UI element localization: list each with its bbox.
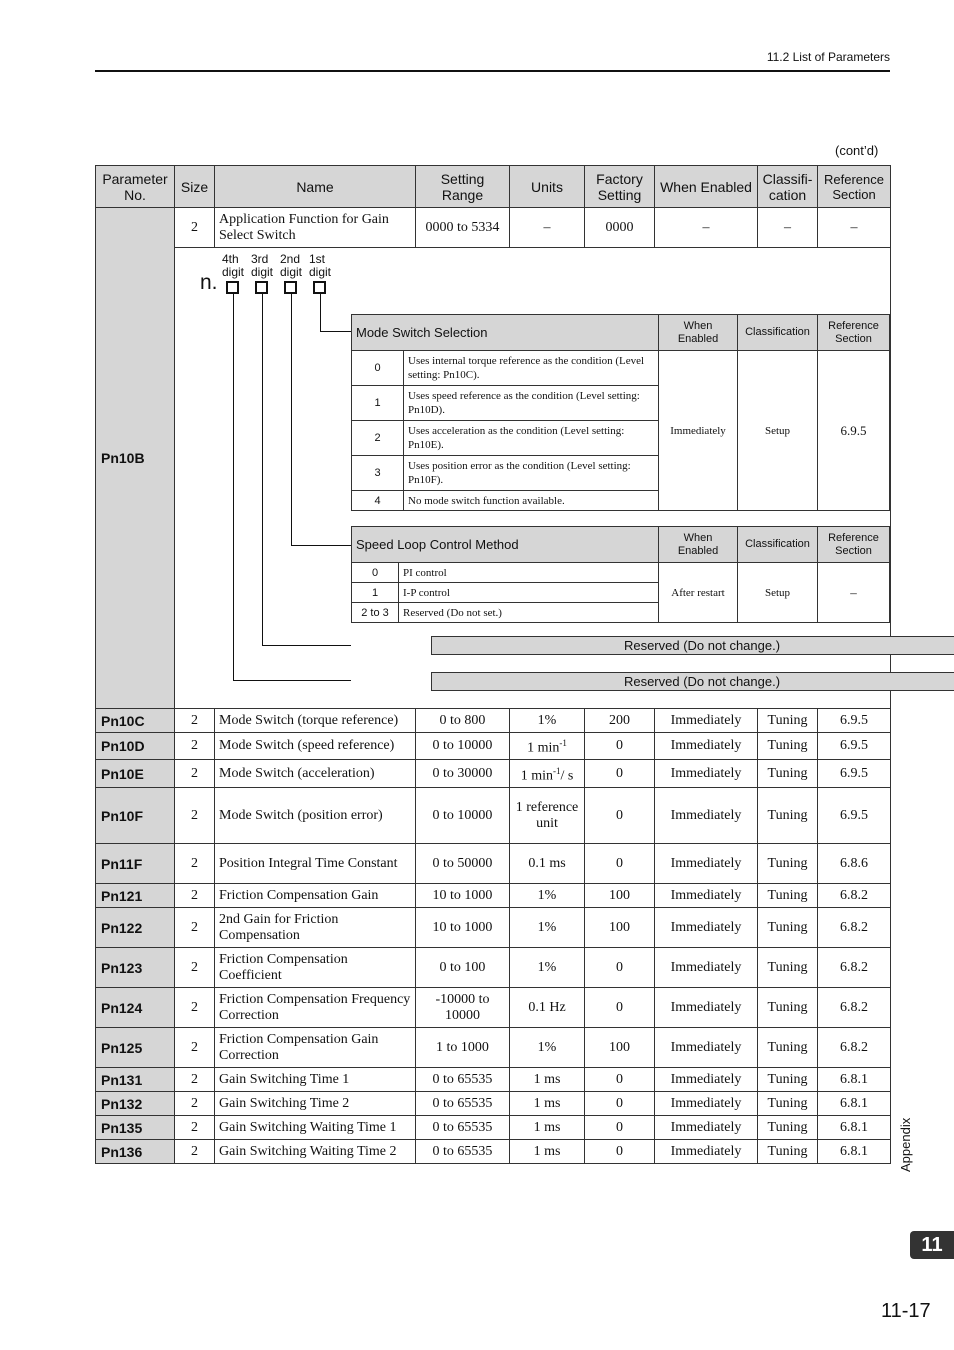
col-header: Reference Section bbox=[818, 166, 891, 208]
param-class: Tuning bbox=[758, 1140, 818, 1164]
param-ref: 6.8.1 bbox=[818, 1116, 891, 1140]
table-row bbox=[96, 1092, 891, 1116]
param-class: Tuning bbox=[758, 988, 818, 1028]
param-units: 1 $\min^{-1}/$ s bbox=[510, 760, 585, 788]
continued-label: (cont’d) bbox=[835, 143, 879, 158]
param-units: 1 ms bbox=[510, 1140, 585, 1164]
param-class: Tuning bbox=[758, 908, 818, 948]
param-no: Pn10F bbox=[96, 788, 175, 844]
setting-desc: PI control bbox=[399, 563, 659, 583]
subtable-header: When Enabled bbox=[659, 315, 738, 351]
param-no: Pn10B bbox=[96, 208, 175, 709]
sub-enabled: After restart bbox=[659, 563, 738, 623]
sub-class: Setup bbox=[738, 563, 818, 623]
table-row bbox=[96, 788, 891, 844]
param-no: Pn136 bbox=[96, 1140, 175, 1164]
param-factory: 100 bbox=[585, 884, 655, 908]
param-class: Tuning bbox=[758, 1028, 818, 1068]
param-size: 2 bbox=[175, 948, 215, 988]
param-no: Pn10C bbox=[96, 709, 175, 733]
param-ref: 6.8.2 bbox=[818, 988, 891, 1028]
param-no: Pn123 bbox=[96, 948, 175, 988]
param-no: Pn132 bbox=[96, 1092, 175, 1116]
col-header: Classifi- cation bbox=[758, 166, 818, 208]
param-size: 2 bbox=[175, 1068, 215, 1092]
setting-desc: Reserved (Do not set.) bbox=[399, 603, 659, 623]
param-name: Mode Switch (torque reference) bbox=[215, 709, 416, 733]
param-enabled: Immediately bbox=[655, 1028, 758, 1068]
param-range: 10 to 1000 bbox=[416, 884, 510, 908]
param-enabled: Immediately bbox=[655, 908, 758, 948]
param-class: Tuning bbox=[758, 884, 818, 908]
param-range: 0 to 10000 bbox=[416, 788, 510, 844]
param-units: 1 reference unit bbox=[510, 788, 585, 844]
table-row bbox=[96, 1140, 891, 1164]
param-factory: 0 bbox=[585, 1116, 655, 1140]
digit-box bbox=[255, 281, 268, 294]
setting-value: 2 to 3 bbox=[352, 603, 399, 623]
running-header: 11.2 List of Parameters bbox=[766, 50, 890, 64]
col-header: Setting Range bbox=[416, 166, 510, 208]
param-units: 1 ms bbox=[510, 1116, 585, 1140]
param-no: Pn121 bbox=[96, 884, 175, 908]
connector-line bbox=[291, 294, 292, 545]
param-units: 1% bbox=[510, 1028, 585, 1068]
subtable-header: Classification bbox=[738, 527, 818, 563]
param-no: Pn135 bbox=[96, 1116, 175, 1140]
param-range: 0 to 800 bbox=[416, 709, 510, 733]
subtable-header: Reference Section bbox=[818, 315, 890, 351]
digit-label: 4th digit bbox=[222, 252, 245, 279]
param-size: 2 bbox=[175, 788, 215, 844]
param-no: Pn125 bbox=[96, 1028, 175, 1068]
table-header-row bbox=[96, 166, 891, 208]
param-factory: 0000 bbox=[585, 208, 655, 248]
param-enabled: – bbox=[655, 208, 758, 248]
param-size: 2 bbox=[175, 1140, 215, 1164]
side-tab-label: Appendix bbox=[898, 1117, 913, 1172]
param-units: 1 ms bbox=[510, 1068, 585, 1092]
param-class: – bbox=[758, 208, 818, 248]
param-factory: 0 bbox=[585, 788, 655, 844]
setting-value: 0 bbox=[352, 563, 399, 583]
param-name: Gain Switching Waiting Time 2 bbox=[215, 1140, 416, 1164]
param-ref: 6.8.1 bbox=[818, 1068, 891, 1092]
setting-value: 0 bbox=[352, 351, 404, 386]
param-class: Tuning bbox=[758, 844, 818, 884]
param-ref: 6.8.2 bbox=[818, 948, 891, 988]
param-range: 0000 to 5334 bbox=[416, 208, 510, 248]
param-ref: 6.8.6 bbox=[818, 844, 891, 884]
param-enabled: Immediately bbox=[655, 1092, 758, 1116]
sub-ref: 6.9.5 bbox=[818, 351, 890, 511]
sub-class: Setup bbox=[738, 351, 818, 511]
param-enabled: Immediately bbox=[655, 988, 758, 1028]
digit-detail bbox=[175, 248, 891, 709]
param-enabled: Immediately bbox=[655, 1116, 758, 1140]
reserved-bar: Reserved (Do not change.) bbox=[431, 636, 954, 655]
param-size: 2 bbox=[175, 1028, 215, 1068]
param-ref: 6.8.1 bbox=[818, 1140, 891, 1164]
param-name: Gain Switching Time 1 bbox=[215, 1068, 416, 1092]
param-enabled: Immediately bbox=[655, 948, 758, 988]
param-enabled: Immediately bbox=[655, 733, 758, 760]
param-factory: 0 bbox=[585, 988, 655, 1028]
param-class: Tuning bbox=[758, 709, 818, 733]
sub-enabled: Immediately bbox=[659, 351, 738, 511]
param-units: 1% bbox=[510, 908, 585, 948]
param-name: Mode Switch (speed reference) bbox=[215, 733, 416, 760]
digit-box bbox=[284, 281, 297, 294]
param-factory: 0 bbox=[585, 948, 655, 988]
table-row bbox=[96, 733, 891, 760]
param-size: 2 bbox=[175, 760, 215, 788]
param-size: 2 bbox=[175, 844, 215, 884]
col-header: Parameter No. bbox=[96, 166, 175, 208]
param-range: -10000 to 10000 bbox=[416, 988, 510, 1028]
param-size: 2 bbox=[175, 1092, 215, 1116]
table-row bbox=[96, 1068, 891, 1092]
connector-line bbox=[262, 294, 263, 645]
table-row bbox=[96, 760, 891, 788]
param-range: 10 to 1000 bbox=[416, 908, 510, 948]
param-ref: 6.8.2 bbox=[818, 1028, 891, 1068]
col-header: Factory Setting bbox=[585, 166, 655, 208]
param-factory: 0 bbox=[585, 733, 655, 760]
param-range: 0 to 30000 bbox=[416, 760, 510, 788]
subtable-header: Classification bbox=[738, 315, 818, 351]
connector-line bbox=[233, 680, 351, 681]
param-units: 1% bbox=[510, 709, 585, 733]
param-name: Gain Switching Time 2 bbox=[215, 1092, 416, 1116]
setting-desc: Uses speed reference as the condition (Level setting: Pn10D). bbox=[404, 386, 659, 421]
param-enabled: Immediately bbox=[655, 1140, 758, 1164]
connector-line bbox=[233, 294, 234, 680]
param-units: 1 $\min^{-1}$ bbox=[510, 733, 585, 760]
param-no: Pn11F bbox=[96, 844, 175, 884]
param-ref: 6.9.5 bbox=[818, 733, 891, 760]
param-name: Friction Compensation Coefficient bbox=[215, 948, 416, 988]
param-enabled: Immediately bbox=[655, 1068, 758, 1092]
connector-line bbox=[291, 545, 351, 546]
param-ref: 6.8.1 bbox=[818, 1092, 891, 1116]
param-no: Pn10E bbox=[96, 760, 175, 788]
table-row bbox=[96, 844, 891, 884]
setting-desc: Uses position error as the condition (Level setting: Pn10F). bbox=[404, 456, 659, 491]
param-size: 2 bbox=[175, 733, 215, 760]
param-ref: – bbox=[818, 208, 891, 248]
chapter-tab: 11 bbox=[910, 1231, 954, 1259]
param-units: 1% bbox=[510, 884, 585, 908]
param-class: Tuning bbox=[758, 733, 818, 760]
setting-value: 1 bbox=[352, 386, 404, 421]
param-factory: 0 bbox=[585, 760, 655, 788]
col-header: Units bbox=[510, 166, 585, 208]
param-name: 2nd Gain for Friction Compensation bbox=[215, 908, 416, 948]
table-row bbox=[96, 709, 891, 733]
connector-line bbox=[320, 331, 351, 332]
param-name: Friction Compensation Gain Correction bbox=[215, 1028, 416, 1068]
subtable-title: Mode Switch Selection bbox=[352, 315, 659, 351]
param-range: 0 to 50000 bbox=[416, 844, 510, 884]
digit-box bbox=[313, 281, 326, 294]
param-factory: 100 bbox=[585, 1028, 655, 1068]
param-enabled: Immediately bbox=[655, 884, 758, 908]
param-range: 0 to 65535 bbox=[416, 1116, 510, 1140]
connector-line bbox=[262, 645, 351, 646]
digit-label: 1st digit bbox=[309, 252, 332, 279]
param-size: 2 bbox=[175, 1116, 215, 1140]
param-name: Mode Switch (acceleration) bbox=[215, 760, 416, 788]
table-row bbox=[96, 948, 891, 988]
param-range: 0 to 10000 bbox=[416, 733, 510, 760]
n-prefix: n. bbox=[200, 271, 218, 294]
param-factory: 0 bbox=[585, 844, 655, 884]
param-factory: 0 bbox=[585, 1068, 655, 1092]
param-class: Tuning bbox=[758, 788, 818, 844]
param-no: Pn131 bbox=[96, 1068, 175, 1092]
param-enabled: Immediately bbox=[655, 760, 758, 788]
setting-desc: No mode switch function available. bbox=[404, 491, 659, 511]
param-size: 2 bbox=[175, 208, 215, 248]
param-range: 0 to 65535 bbox=[416, 1068, 510, 1092]
param-factory: 100 bbox=[585, 908, 655, 948]
digit-label: 2nd digit bbox=[280, 252, 303, 279]
param-size: 2 bbox=[175, 908, 215, 948]
setting-value: 4 bbox=[352, 491, 404, 511]
page-number: 11-17 bbox=[881, 1300, 931, 1322]
param-ref: 6.8.2 bbox=[818, 884, 891, 908]
table-row bbox=[96, 208, 891, 248]
param-enabled: Immediately bbox=[655, 844, 758, 884]
param-ref: 6.9.5 bbox=[818, 709, 891, 733]
setting-value: 3 bbox=[352, 456, 404, 491]
param-name: Mode Switch (position error) bbox=[215, 788, 416, 844]
param-ref: 6.8.2 bbox=[818, 908, 891, 948]
pn10b-detail-row bbox=[96, 248, 891, 709]
subtable-header: When Enabled bbox=[659, 527, 738, 563]
param-ref: 6.9.5 bbox=[818, 788, 891, 844]
table-row bbox=[96, 1028, 891, 1068]
param-no: Pn122 bbox=[96, 908, 175, 948]
mode-switch-table bbox=[351, 314, 890, 511]
table-row bbox=[96, 884, 891, 908]
col-header: When Enabled bbox=[655, 166, 758, 208]
setting-value: 1 bbox=[352, 583, 399, 603]
connector-line bbox=[320, 294, 321, 331]
setting-desc: Uses internal torque reference as the condition (Level setting: Pn10C). bbox=[404, 351, 659, 386]
header-rule bbox=[95, 70, 890, 72]
param-class: Tuning bbox=[758, 1092, 818, 1116]
sub-ref: – bbox=[818, 563, 890, 623]
param-units: 0.1 Hz bbox=[510, 988, 585, 1028]
setting-desc: Uses acceleration as the condition (Level setting: Pn10E). bbox=[404, 421, 659, 456]
param-range: 0 to 65535 bbox=[416, 1140, 510, 1164]
param-class: Tuning bbox=[758, 760, 818, 788]
col-header: Size bbox=[175, 166, 215, 208]
param-factory: 0 bbox=[585, 1092, 655, 1116]
param-name: Gain Switching Waiting Time 1 bbox=[215, 1116, 416, 1140]
param-enabled: Immediately bbox=[655, 788, 758, 844]
param-class: Tuning bbox=[758, 1116, 818, 1140]
param-class: Tuning bbox=[758, 948, 818, 988]
param-units: 1 ms bbox=[510, 1092, 585, 1116]
param-units: 1% bbox=[510, 948, 585, 988]
param-factory: 200 bbox=[585, 709, 655, 733]
speed-loop-table bbox=[351, 526, 890, 623]
setting-value: 2 bbox=[352, 421, 404, 456]
table-row bbox=[96, 1116, 891, 1140]
reserved-bar: Reserved (Do not change.) bbox=[431, 672, 954, 691]
param-range: 1 to 1000 bbox=[416, 1028, 510, 1068]
param-no: Pn124 bbox=[96, 988, 175, 1028]
digit-box bbox=[226, 281, 239, 294]
table-row bbox=[96, 988, 891, 1028]
param-enabled: Immediately bbox=[655, 709, 758, 733]
param-name: Position Integral Time Constant bbox=[215, 844, 416, 884]
setting-desc: I-P control bbox=[399, 583, 659, 603]
param-name: Friction Compensation Frequency Correction bbox=[215, 988, 416, 1028]
param-factory: 0 bbox=[585, 1140, 655, 1164]
param-ref: 6.9.5 bbox=[818, 760, 891, 788]
param-units: – bbox=[510, 208, 585, 248]
param-range: 0 to 100 bbox=[416, 948, 510, 988]
digit-label: 3rd digit bbox=[251, 252, 274, 279]
param-size: 2 bbox=[175, 988, 215, 1028]
param-class: Tuning bbox=[758, 1068, 818, 1092]
subtable-title: Speed Loop Control Method bbox=[352, 527, 659, 563]
subtable-header: Reference Section bbox=[818, 527, 890, 563]
param-name: Friction Compensation Gain bbox=[215, 884, 416, 908]
col-header: Name bbox=[215, 166, 416, 208]
table-row bbox=[96, 908, 891, 948]
param-size: 2 bbox=[175, 884, 215, 908]
param-range: 0 to 65535 bbox=[416, 1092, 510, 1116]
param-name: Application Function for Gain Select Switch bbox=[215, 208, 416, 248]
param-size: 2 bbox=[175, 709, 215, 733]
param-units: 0.1 ms bbox=[510, 844, 585, 884]
parameter-table bbox=[95, 165, 891, 1164]
param-no: Pn10D bbox=[96, 733, 175, 760]
